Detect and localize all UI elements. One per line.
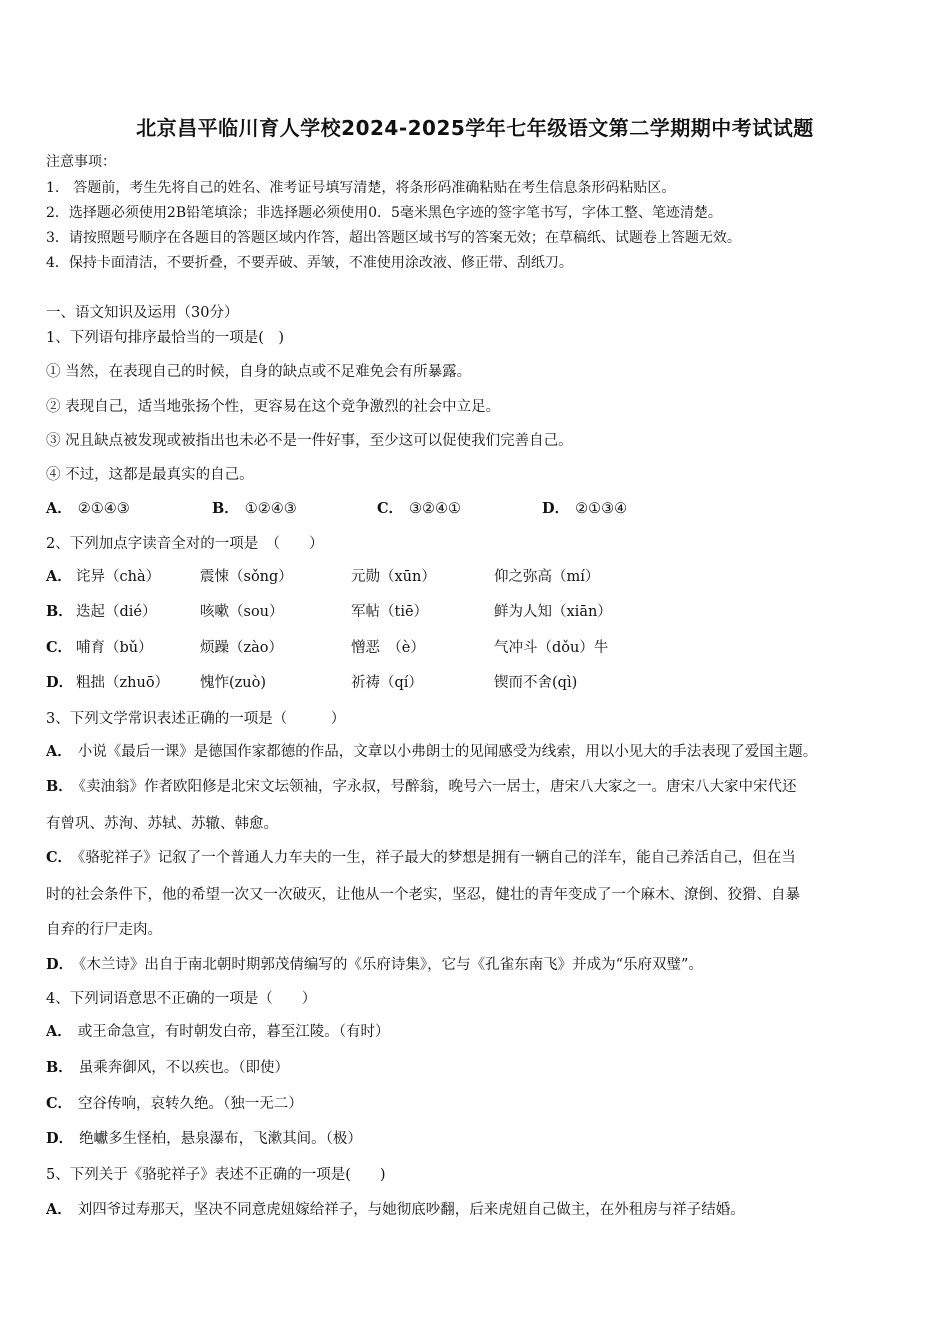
- q2-row-label: D．: [46, 674, 74, 691]
- q1-option-b: B． ①②④③: [212, 500, 297, 517]
- q1-option-d: D． ②①③④: [542, 500, 628, 517]
- q2-item: 粗拙（zhuō）: [76, 675, 170, 691]
- q2-item: 气冲斗（dǒu）牛: [494, 640, 609, 656]
- q3-option-c-cont: 时的社会条件下，他的希望一次又一次破灭，让他从一个老实，坚忍，健壮的青年变成了一个麻木、潦倒、狡猾、自暴: [46, 887, 800, 903]
- q2-item: 鲜为人知（xiān）: [494, 604, 612, 620]
- page-title: 北京昌平临川育人学校2024-2025学年七年级语文第二学期期中考试试题: [136, 116, 814, 140]
- notice-item: 4．保持卡面清洁，不要折叠，不要弄破、弄皱，不准使用涂改液、修正带、刮纸刀。: [46, 255, 573, 271]
- q4-option-c: C． 空谷传响，哀转久绝。（独一无二）: [46, 1095, 303, 1112]
- q2-row-label: A．: [46, 568, 72, 585]
- q4-option-d: D． 绝巘多生怪柏，悬泉瀑布，飞漱其间。（极）: [46, 1130, 362, 1147]
- notice-item: 3．请按照题号顺序在各题目的答题区域内作答，超出答题区域书写的答案无效；在草稿纸、试题卷上答题无效。: [46, 230, 741, 246]
- question-4-stem: 4、下列词语意思不正确的一项是（ ）: [46, 991, 317, 1007]
- q2-item: 军帖（tiē）: [351, 604, 429, 620]
- q2-item: 憎恶 （è）: [351, 640, 425, 656]
- q2-item: 仰之弥高（mí）: [494, 569, 600, 585]
- q3-option-b-cont: 有曾巩、苏洵、苏轼、苏辙、韩愈。: [46, 816, 278, 832]
- q3-option-d: D． 《木兰诗》出自于南北朝时期郭茂倩编写的《乐府诗集》，它与《孔雀东南飞》并成为“乐府双璧”。: [46, 956, 703, 973]
- q2-row-label: C．: [46, 639, 73, 656]
- q3-option-a: A． 小说《最后一课》是德国作家都德的作品，文章以小弗朗士的见闻感受为线索，用以小见大的手法表现了爱国主题。: [46, 743, 818, 760]
- q3-option-c-cont: 自弃的行尸走肉。: [46, 922, 162, 938]
- q2-item: 祈祷（qí）: [351, 675, 423, 691]
- notice-item: 1. 答题前，考生先将自己的姓名、准考证号填写清楚，将条形码准确粘贴在考生信息条形码粘贴区。: [46, 180, 676, 196]
- q2-item: 锲而不舍(qì): [494, 675, 578, 691]
- question-5-stem: 5、下列关于《骆驼祥子》表述不正确的一项是( ): [46, 1167, 386, 1183]
- question-1-stem: 1、下列语句排序最恰当的一项是( ): [46, 330, 285, 346]
- section-heading: 一、语文知识及运用（30分）: [46, 305, 239, 321]
- q1-sentence: ③ 况且缺点被发现或被指出也未必不是一件好事，至少这可以促使我们完善自己。: [46, 433, 573, 449]
- q4-option-a: A． 或王命急宣，有时朝发白帝，暮至江陵。（有时）: [46, 1023, 390, 1040]
- q3-option-c: C． 《骆驼祥子》记叙了一个普通人力车夫的一生，祥子最大的梦想是拥有一辆自己的洋车，能自己养活自己，但在当: [46, 849, 796, 866]
- q2-item: 元勋（xūn）: [351, 569, 436, 585]
- q1-sentence: ① 当然，在表现自己的时候，自身的缺点或不足难免会有所暴露。: [46, 364, 472, 380]
- notice-heading: 注意事项：: [46, 154, 116, 170]
- question-2-stem: 2、下列加点字读音全对的一项是 （ ）: [46, 536, 324, 552]
- q2-row-label: B．: [46, 603, 73, 620]
- q1-sentence: ② 表现自己，适当地张扬个性，更容易在这个竞争激烈的社会中立足。: [46, 399, 501, 415]
- q2-item: 诧异（chà）: [76, 569, 161, 585]
- q4-option-b: B． 虽乘奔御风，不以疾也。（即使）: [46, 1059, 290, 1076]
- q2-item: 烦躁（zào）: [200, 640, 284, 656]
- question-3-stem: 3、下列文学常识表述正确的一项是（ ）: [46, 711, 346, 727]
- q2-item: 咳嗽（sou）: [200, 604, 284, 620]
- q2-item: 哺育（bǔ）: [76, 640, 153, 656]
- q5-option-a: A． 刘四爷过寿那天，坚决不同意虎妞嫁给祥子，与她彻底吵翻，后来虎妞自己做主，在外租房与祥子结婚。: [46, 1201, 745, 1218]
- notice-item: 2．选择题必须使用2B铅笔填涂；非选择题必须使用0．5毫米黑色字迹的签字笔书写，字体工整、笔迹清楚。: [46, 205, 722, 221]
- q3-option-b: B． 《卖油翁》作者欧阳修是北宋文坛领袖，字永叔，号醉翁，晚号六一居士，唐宋八大家之一。唐宋八大家中宋代还: [46, 778, 797, 795]
- q2-item: 迭起（dié）: [76, 604, 157, 620]
- q1-option-a: A． ②①④③: [46, 500, 130, 517]
- q1-option-c: C． ③②④①: [377, 500, 462, 517]
- q2-item: 震悚（sǒng）: [200, 569, 293, 585]
- q2-item: 愧怍(zuò): [200, 675, 267, 691]
- q1-sentence: ④ 不过，这都是最真实的自己。: [46, 467, 254, 483]
